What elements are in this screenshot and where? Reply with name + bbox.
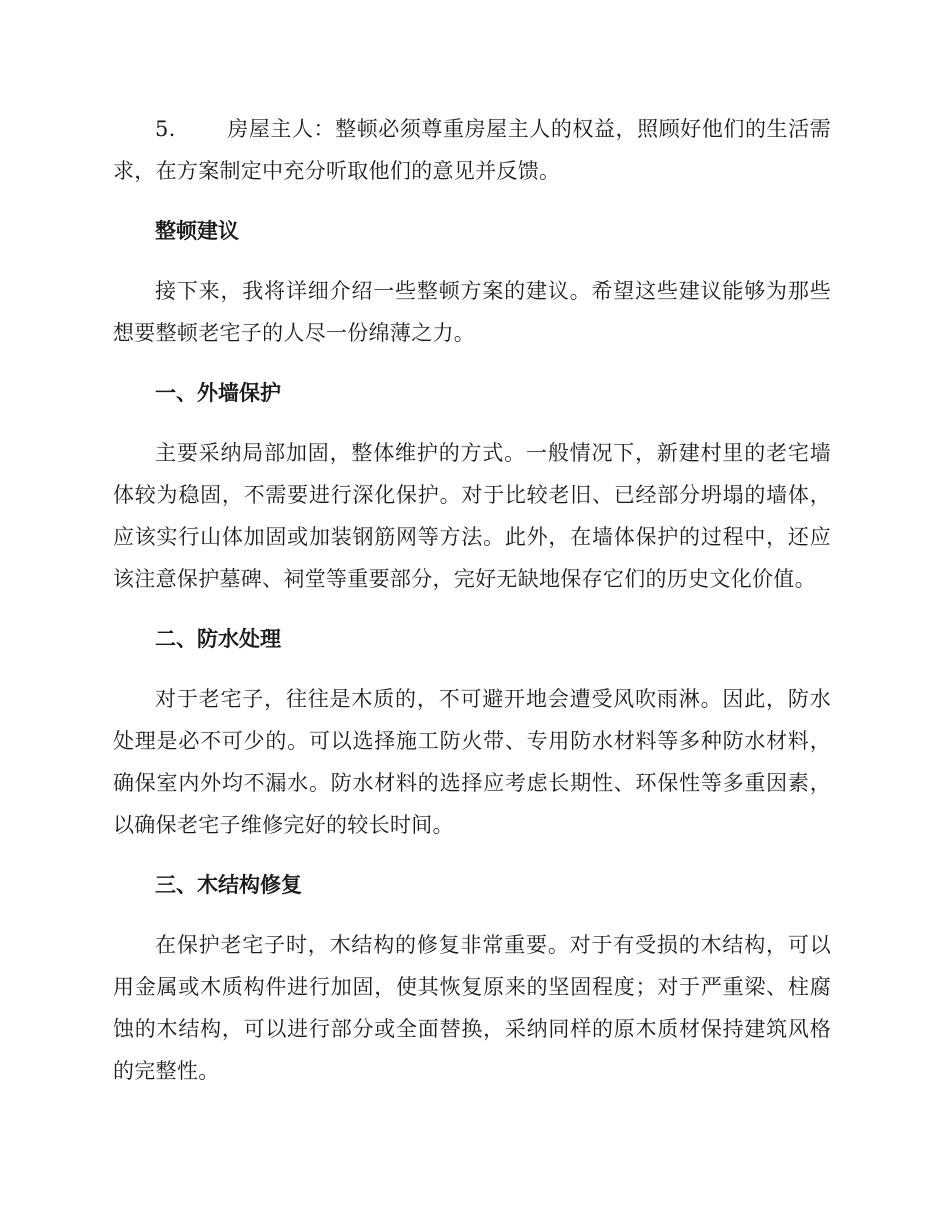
section-body-wall-protection: 主要采纳局部加固，整体维护的方式。一般情况下，新建村里的老宅墙体较为稳固，不需要进行深化保护。对于比较老旧、已经部分坍塌的墙体，应该实行山体加固或加装钢筋网等方法。此外，在墙体保护的过程中，还应该注意保护墓碑、祠堂等重要部分，完好无缺地保存它们的历史文化价值。 [113, 441, 831, 591]
list-item-5 [113, 108, 831, 192]
section-body-waterproofing: 对于老宅子，往往是木质的，不可避开地会遭受风吹雨淋。因此，防水处理是必不可少的。可以选择施工防火带、专用防水材料等多种防水材料，确保室内外均不漏水。防水材料的选择应考虑长期性、环保性等多重因素，以确保老宅子维修完好的较长时间。 [113, 687, 831, 837]
section-heading-waterproofing: 二、防水处理 [155, 627, 281, 651]
section-heading-suggestions: 整顿建议 [155, 219, 239, 243]
section-heading-wall-protection: 一、外墙保护 [155, 381, 281, 405]
list-item-number: 5. [155, 117, 176, 141]
section-body-suggestions: 接下来，我将详细介绍一些整顿方案的建议。希望这些建议能够为那些想要整顿老宅子的人尽一份绵薄之力。 [113, 279, 831, 345]
list-item-text: 房屋主人：整顿必须尊重房屋主人的权益，照顾好他们的生活需求，在方案制定中充分听取他们的意见并反馈。 [113, 117, 831, 183]
section-heading-wood-repair: 三、木结构修复 [155, 873, 302, 897]
document-page [113, 108, 831, 1110]
section-body-wood-repair: 在保护老宅子时，木结构的修复非常重要。对于有受损的木结构，可以用金属或木质构件进行加固，使其恢复原来的坚固程度；对于严重梁、柱腐蚀的木结构，可以进行部分或全面替换，采纳同样的原木质材保持建筑风格的完整性。 [113, 933, 831, 1083]
